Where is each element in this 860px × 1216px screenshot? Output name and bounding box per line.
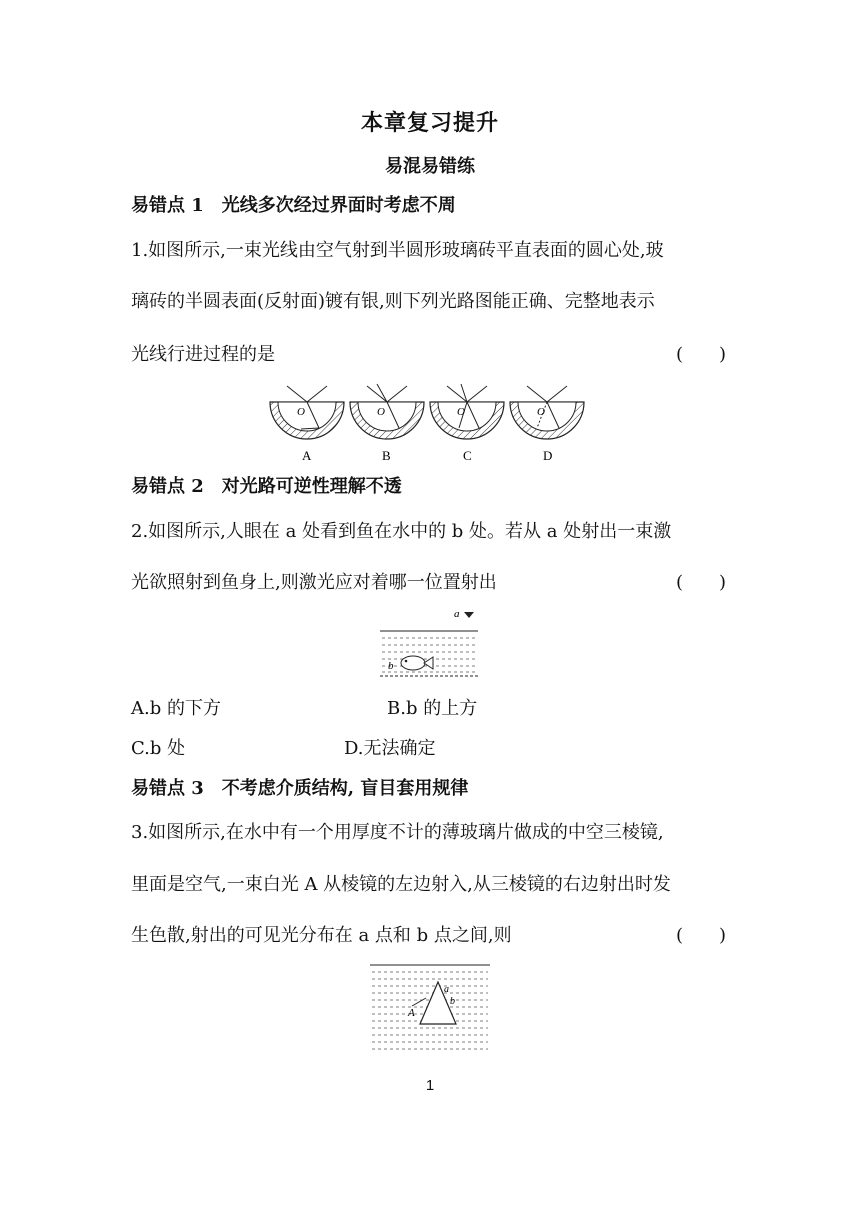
q1-option-a-diagram <box>270 386 344 439</box>
q1-text-line-2: 璃砖的半圆表面(反射面)镀有银,则下列光路图能正确、完整地表示 <box>131 291 655 312</box>
q1-label-d: D <box>543 448 553 463</box>
q3-point-a-label: a <box>444 984 449 995</box>
q3-text-line-1: 3.如图所示,在水中有一个用厚度不计的薄玻璃片做成的中空三棱镜, <box>131 822 664 843</box>
section-heading-3: 易错点 3 不考虑介质结构, 盲目套用规律 <box>131 778 469 799</box>
q3-ray-a-label: A <box>408 1007 415 1019</box>
q2-option-b: B.b 的上方 <box>387 698 478 719</box>
q1-option-d-diagram <box>510 386 584 439</box>
q1-label-b: B <box>382 448 391 463</box>
q3-answer-blank: ( ) <box>676 925 727 946</box>
q1-figure <box>265 382 595 464</box>
q1-answer-blank: ( ) <box>676 344 727 365</box>
page-title: 本章复习提升 <box>360 110 499 136</box>
q2-point-a-label: a <box>454 608 460 620</box>
section-heading-2: 易错点 2 对光路可逆性理解不透 <box>131 476 402 497</box>
q1-option-c-diagram <box>430 384 504 439</box>
q1-text-line-3: 光线行进过程的是 <box>131 344 275 365</box>
page-subtitle: 易混易错练 <box>385 156 475 177</box>
q3-figure <box>368 962 492 1054</box>
q3-point-b-label: b <box>450 996 455 1007</box>
q1-label-c: C <box>463 448 472 463</box>
incident-ray <box>412 998 426 1006</box>
q3-text-line-3: 生色散,射出的可见光分布在 a 点和 b 点之间,则 <box>131 925 512 946</box>
eye-icon <box>464 612 474 618</box>
q2-answer-blank: ( ) <box>676 572 727 593</box>
q1-text-line-1: 1.如图所示,一束光线由空气射到半圆形玻璃砖平直表面的圆心处,玻 <box>131 240 664 261</box>
q2-option-a: A.b 的下方 <box>131 698 221 719</box>
q2-option-c: C.b 处 <box>131 738 186 759</box>
page-number: 1 <box>425 1077 435 1094</box>
q1-option-b-diagram <box>350 384 424 439</box>
q1-center-label-c: O <box>457 406 465 418</box>
q2-figure <box>378 605 480 679</box>
q2-text-line-2: 光欲照射到鱼身上,则激光应对着哪一位置射出 <box>131 572 497 593</box>
q1-center-label-a: O <box>297 406 305 418</box>
q1-label-a: A <box>302 448 312 463</box>
q1-center-label-d: O <box>537 406 545 418</box>
q2-text-line-1: 2.如图所示,人眼在 a 处看到鱼在水中的 b 处。若从 a 处射出一束激 <box>131 521 672 542</box>
fish-icon <box>401 656 433 670</box>
q2-point-b-label: b <box>388 660 394 672</box>
q2-option-d: D.无法确定 <box>344 738 436 759</box>
section-heading-1: 易错点 1 光线多次经过界面时考虑不周 <box>131 195 456 216</box>
q3-text-line-2: 里面是空气,一束白光 A 从棱镜的左边射入,从三棱镜的右边射出时发 <box>131 874 671 895</box>
q1-center-label-b: O <box>377 406 385 418</box>
